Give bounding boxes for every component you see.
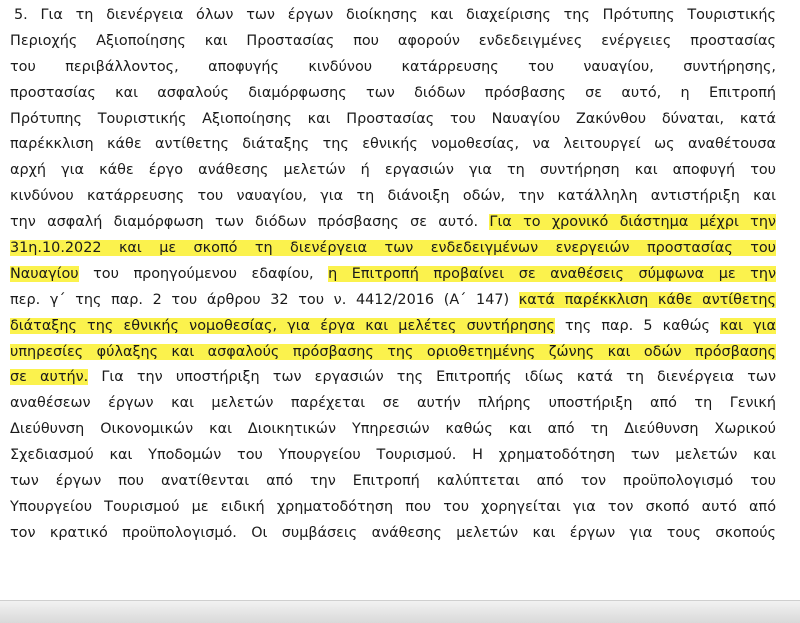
text-line xyxy=(10,391,776,417)
text-segment: αναθέσεων έργων και μελετών παρέχεται σε αυτήν πλήρης υποστήριξη από τη Γενική xyxy=(10,395,776,412)
text-line xyxy=(10,210,776,236)
text-line xyxy=(10,365,776,391)
text-segment: Περιοχής Αξιοποίησης και Προστασίας που αφορούν ενδεδειγμένες ενέργειες προστασίας xyxy=(10,32,776,49)
text-line xyxy=(10,55,776,81)
text-segment: Πρότυπης Τουριστικής Αξιοποίησης και Προστασίας του Ναυαγίου Ζακύνθου δύναται, κατά xyxy=(10,110,776,127)
text-line xyxy=(10,314,776,340)
text-segment: Για την υποστήριξη των εργασιών της Επιτροπής ιδίως κατά τη διενέργεια των xyxy=(88,369,776,386)
text-line xyxy=(10,107,776,133)
highlighted-text: κατά παρέκκλιση κάθε αντίθετης xyxy=(518,291,776,308)
highlighted-text: υπηρεσίες φύλαξης και ασφαλούς πρόσβασης της οριοθετημένης ζώνης και οδών πρόσβασης xyxy=(10,343,776,360)
text-segment: αρχή για κάθε έργο ανάθεσης μελετών ή εργασιών για τη συντήρηση και αποφυγή του xyxy=(10,162,776,179)
highlighted-text: σε αυτήν. xyxy=(10,369,89,386)
text-segment: της παρ. 5 καθώς xyxy=(554,317,721,334)
text-segment: Διεύθυνση Οικονομικών και Διοικητικών Υπηρεσιών καθώς και από τη Διεύθυνση Χωρικού xyxy=(10,421,776,438)
text-segment: κινδύνου κατάρρευσης του ναυαγίου, για τη διάνοιξη οδών, την κατάλληλη αντιστήριξη και xyxy=(10,188,776,205)
text-segment: 5. Για τη διενέργεια όλων των έργων διοίκησης και διαχείρισης της Πρότυπης Τουριστικής xyxy=(14,7,776,23)
text-segment: Σχεδιασμού και Υποδομών του Υπουργείου Τουρισμού. Η χρηματοδότηση των μελετών και xyxy=(10,447,776,464)
paragraph-5 xyxy=(10,3,776,547)
highlighted-text: Για το χρονικό διάστημα μέχρι την xyxy=(489,214,776,231)
text-line xyxy=(10,340,776,366)
highlighted-text: 31η.10.2022 και με σκοπό τη διενέργεια των ενδεδειγμένων ενεργειών προστασίας του xyxy=(10,240,776,257)
text-segment: Υπουργείου Τουρισμού με ειδική χρηματοδότηση που του χορηγείται για τον σκοπό αυτό από xyxy=(10,498,776,515)
text-line xyxy=(10,443,776,469)
text-segment: του προηγούμενου εδαφίου, xyxy=(78,265,329,282)
text-segment: του περιβάλλοντος, αποφυγής κινδύνου κατάρρευσης του ναυαγίου, συντήρησης, xyxy=(10,58,776,75)
text-segment: των έργων που ανατίθενται από την Επιτροπή καλύπτεται από τον προϋπολογισμό του xyxy=(10,473,776,490)
text-segment: παρέκκλιση κάθε αντίθετης διάταξης της εθνικής νομοθεσίας, να λειτουργεί ως αναθέτουσα xyxy=(10,136,776,153)
text-line xyxy=(10,288,776,314)
highlighted-text: διάταξης της εθνικής νομοθεσίας, για έργα και μελέτες συντήρησης xyxy=(10,317,555,334)
text-segment: τον κρατικό προϋπολογισμό. Οι συμβάσεις ανάθεσης μελετών και έργων για τους σκοπούς xyxy=(10,524,776,541)
text-line xyxy=(10,417,776,443)
text-line xyxy=(10,521,776,547)
text-line xyxy=(10,158,776,184)
text-line xyxy=(10,184,776,210)
text-line xyxy=(10,132,776,158)
text-segment: προστασίας και ασφαλούς διαμόρφωσης των διόδων πρόσβασης σε αυτό, η Επιτροπή xyxy=(10,84,776,101)
highlighted-text: και για xyxy=(720,317,776,334)
text-line xyxy=(10,262,776,288)
text-line xyxy=(10,3,776,29)
highlighted-text: Ναυαγίου xyxy=(10,265,79,282)
highlighted-text: η Επιτροπή προβαίνει σε αναθέσεις σύμφωνα με την xyxy=(328,265,776,282)
text-line xyxy=(10,469,776,495)
text-segment: την ασφαλή διαμόρφωση των διόδων πρόσβασης σε αυτό. xyxy=(10,214,490,231)
text-segment: περ. γ΄ της παρ. 2 του άρθρου 32 του ν. 4412/2016 (Α΄ 147) xyxy=(10,291,519,308)
text-line xyxy=(10,81,776,107)
text-line xyxy=(10,236,776,262)
text-line xyxy=(10,495,776,521)
text-line xyxy=(10,29,776,55)
page-bottom-edge xyxy=(0,600,800,623)
